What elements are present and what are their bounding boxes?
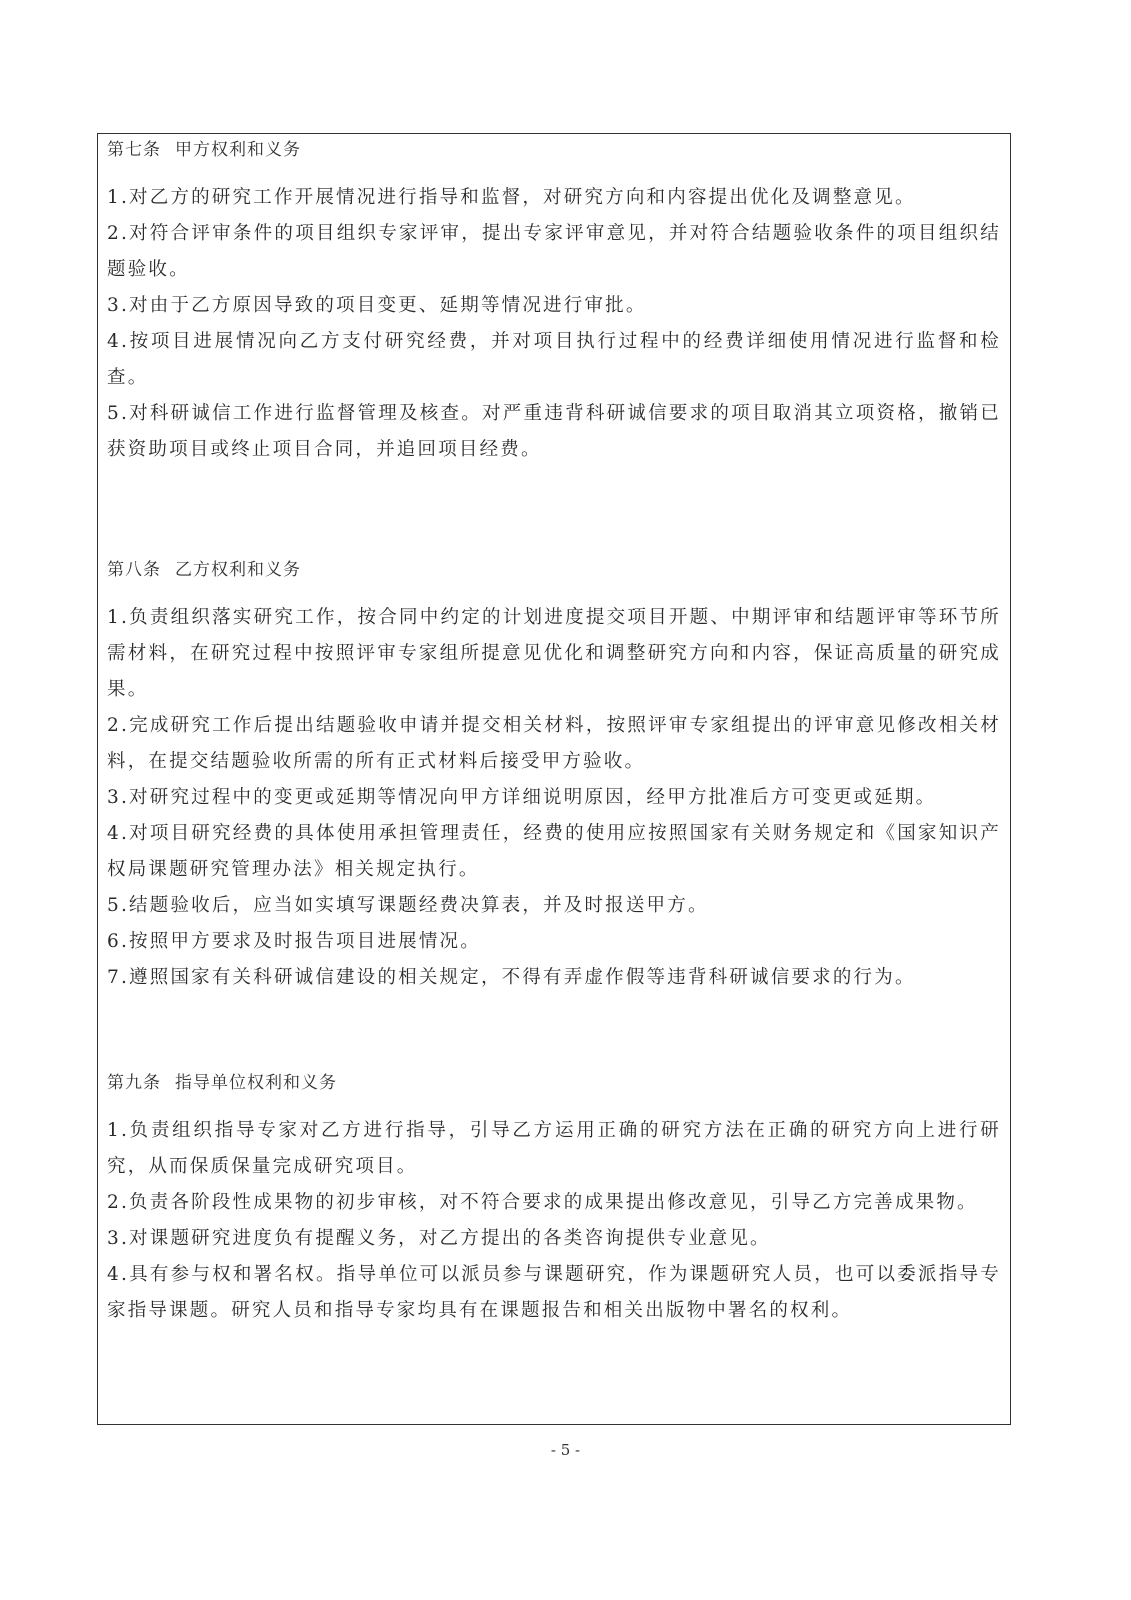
article-8-items	[107, 600, 1001, 996]
article-8-item-7: 7.遵照国家有关科研诚信建设的相关规定，不得有弄虚作假等违背科研诚信要求的行为。	[107, 967, 916, 988]
article-7-item-2: 2.对符合评审条件的项目组织专家评审，提出专家评审意见，并对符合结题验收条件的项目组织结题验收。	[107, 223, 1001, 280]
article-7-item-1: 1.对乙方的研究工作开展情况进行指导和监督，对研究方向和内容提出优化及调整意见。	[107, 187, 916, 208]
article-7-title: 甲方权利和义务	[175, 140, 301, 160]
article-9-item-3: 3.对课题研究进度负有提醒义务，对乙方提出的各类咨询提供专业意见。	[107, 1228, 771, 1249]
contract-clauses-frame	[97, 133, 1011, 1425]
article-8-item-1: 1.负责组织落实研究工作，按合同中约定的计划进度提交项目开题、中期评审和结题评审等环节所需材料，在研究过程中按照评审专家组所提意见优化和调整研究方向和内容，保证高质量的研究成果。	[107, 607, 1001, 700]
article-8-item-4: 4.对项目研究经费的具体使用承担管理责任，经费的使用应按照国家有关财务规定和《国家知识产权局课题研究管理办法》相关规定执行。	[107, 823, 1001, 880]
article-7-items	[107, 180, 1001, 468]
article-7-item-4: 4.按项目进展情况向乙方支付研究经费，并对项目执行过程中的经费详细使用情况进行监督和检查。	[107, 331, 1001, 388]
article-9-item-1: 1.负责组织指导专家对乙方进行指导，引导乙方运用正确的研究方法在正确的研究方向上进行研究，从而保质保量完成研究项目。	[107, 1120, 1001, 1177]
article-8-heading	[107, 554, 1001, 586]
article-9-title: 指导单位权利和义务	[175, 1073, 337, 1093]
article-7-number: 第七条	[107, 140, 161, 160]
article-9-item-4: 4.具有参与权和署名权。指导单位可以派员参与课题研究，作为课题研究人员，也可以委派指导专家指导课题。研究人员和指导专家均具有在课题报告和相关出版物中署名的权利。	[107, 1264, 1001, 1321]
article-9-item-2: 2.负责各阶段性成果物的初步审核，对不符合要求的成果提出修改意见，引导乙方完善成果物。	[107, 1192, 978, 1213]
page-number: - 5 -	[550, 1441, 581, 1459]
article-8-item-2: 2.完成研究工作后提出结题验收申请并提交相关材料，按照评审专家组提出的评审意见修改相关材料，在提交结题验收所需的所有正式材料后接受甲方验收。	[107, 715, 1001, 772]
article-8-item-3: 3.对研究过程中的变更或延期等情况向甲方详细说明原因，经甲方批准后方可变更或延期。	[107, 787, 937, 808]
article-9-number: 第九条	[107, 1073, 161, 1093]
article-9-items	[107, 1113, 1001, 1329]
article-8-item-5: 5.结题验收后，应当如实填写课题经费决算表，并及时报送甲方。	[107, 895, 709, 916]
article-7-item-3: 3.对由于乙方原因导致的项目变更、延期等情况进行审批。	[107, 295, 647, 316]
article-8	[107, 554, 1001, 996]
article-8-title: 乙方权利和义务	[175, 560, 301, 580]
article-7	[107, 134, 1001, 468]
article-7-item-5: 5.对科研诚信工作进行监督管理及核查。对严重违背科研诚信要求的项目取消其立项资格，撤销已获资助项目或终止项目合同，并追回项目经费。	[107, 403, 1001, 460]
article-8-number: 第八条	[107, 560, 161, 580]
article-9-heading	[107, 1067, 1001, 1099]
article-9	[107, 1067, 1001, 1329]
article-7-heading	[107, 134, 1001, 166]
article-8-item-6: 6.按照甲方要求及时报告项目进展情况。	[107, 931, 481, 952]
